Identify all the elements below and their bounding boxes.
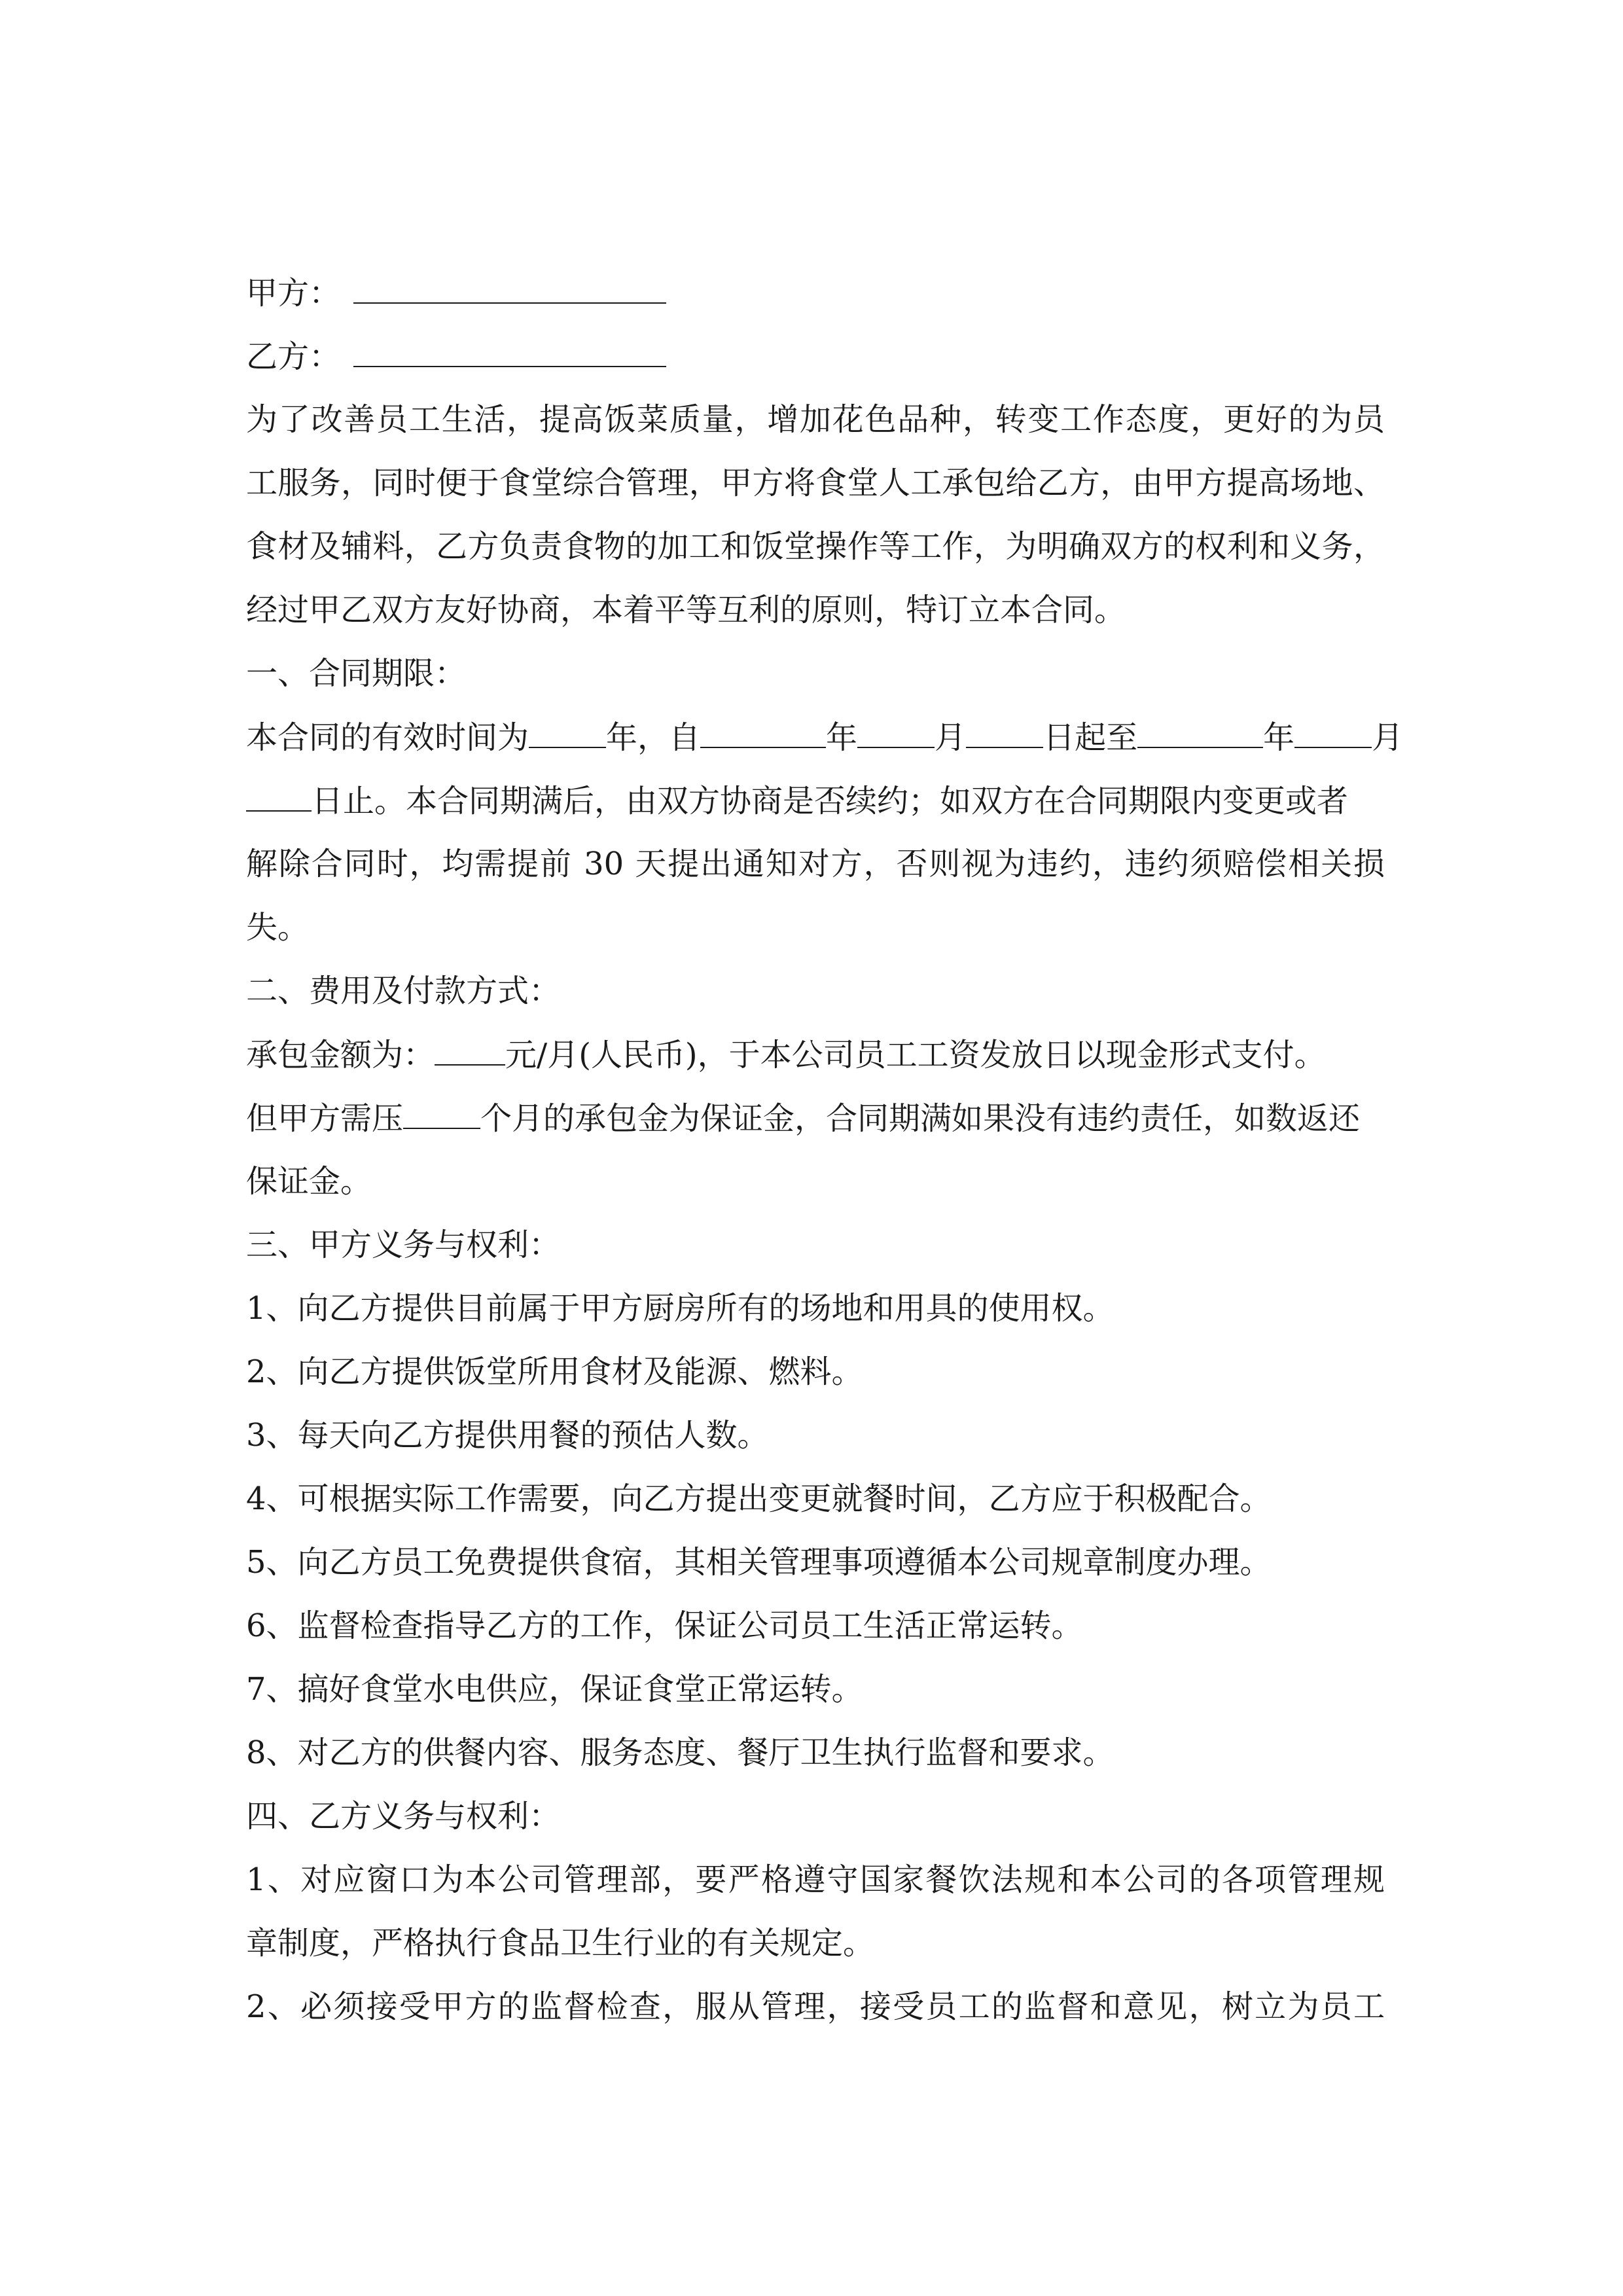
term-text: 年，自: [606, 719, 701, 756]
party-b-line: [246, 337, 1385, 375]
section4-item2-line1: 2、必须接受甲方的监督检查，服从管理，接受员工的监督和意见，树立为员工: [246, 1988, 1385, 2025]
section1-line-1: [246, 718, 1404, 756]
section3-item: 6、监督检查指导乙方的工作，保证公司员工生活正常运转。: [246, 1607, 1083, 1644]
start-day-blank: [966, 718, 1043, 748]
section1-heading: 一、合同期限：: [246, 655, 467, 692]
deposit-months-blank: [403, 1099, 480, 1129]
fee-text: 个月的承包金为保证金，合同期满如果没有违约责任，如数返还: [480, 1100, 1361, 1137]
section1-line-3: 解除合同时，均需提前 30 天提出通知对方，否则视为违约，违约须赔偿相关损: [246, 846, 1385, 882]
intro-line-4: 经过甲乙双方友好协商，本着平等互利的原则，特订立本合同。: [246, 592, 1126, 628]
term-text: 本合同的有效时间为: [246, 719, 529, 756]
section4-heading: 四、乙方义务与权利：: [246, 1798, 561, 1835]
section3-item: 3、每天向乙方提供用餐的预估人数。: [246, 1417, 769, 1454]
section3-item: 2、向乙方提供饭堂所用食材及能源、燃料。: [246, 1354, 863, 1390]
section3-item: 7、搞好食堂水电供应，保证食堂正常运转。: [246, 1671, 863, 1708]
term-text: 日起至: [1043, 719, 1138, 756]
party-a-label: 甲方：: [246, 275, 341, 312]
section2-line-1: [246, 1035, 1385, 1073]
intro-line-1: 为了改善员工生活，提高饭菜质量，增加花色品种，转变工作态度，更好的为员: [246, 401, 1385, 438]
fee-text: 承包金额为：: [246, 1037, 435, 1073]
party-b-label: 乙方：: [246, 338, 341, 375]
section1-line-2: [246, 781, 1385, 819]
term-text: 月: [1372, 719, 1404, 756]
start-month-blank: [857, 718, 935, 748]
party-b-blank: [353, 337, 666, 367]
section3-item: 4、可根据实际工作需要，向乙方提出变更就餐时间，乙方应于积极配合。: [246, 1480, 1272, 1517]
section2-heading: 二、费用及付款方式：: [246, 973, 561, 1009]
fee-text: 但甲方需压: [246, 1100, 404, 1137]
section3-item: 8、对乙方的供餐内容、服务态度、餐厅卫生执行监督和要求。: [246, 1734, 1115, 1771]
section4-item1-line2: 章制度，严格执行食品卫生行业的有关规定。: [246, 1925, 875, 1962]
end-day-blank: [246, 781, 312, 812]
end-year-blank: [1137, 718, 1263, 748]
section1-line-4: 失。: [246, 909, 310, 946]
intro-line-3: 食材及辅料，乙方负责食物的加工和饭堂操作等工作，为明确双方的权利和义务，: [246, 528, 1385, 565]
term-text: 年: [1263, 719, 1295, 756]
party-a-blank: [353, 274, 666, 304]
party-a-line: [246, 274, 1385, 312]
intro-line-2: 工服务，同时便于食堂综合管理，甲方将食堂人工承包给乙方，由甲方提高场地、: [246, 465, 1385, 501]
start-year-blank: [700, 718, 826, 748]
term-text: 年: [826, 719, 858, 756]
term-text: 月: [935, 719, 967, 756]
end-month-blank: [1294, 718, 1372, 748]
section3-heading: 三、甲方义务与权利：: [246, 1227, 561, 1263]
years-blank: [529, 718, 606, 748]
section4-item1-line1: 1、对应窗口为本公司管理部，要严格遵守国家餐饮法规和本公司的各项管理规: [246, 1861, 1385, 1898]
fee-text: 元/月(人民币)，于本公司员工工资发放日以现金形式支付。: [505, 1037, 1326, 1073]
amount-blank: [435, 1035, 505, 1066]
section3-item: 5、向乙方员工免费提供食宿，其相关管理事项遵循本公司规章制度办理。: [246, 1544, 1272, 1581]
section2-line-2: [246, 1099, 1385, 1137]
section2-line-3: 保证金。: [246, 1163, 372, 1200]
term-text: 日止。本合同期满后，由双方协商是否续约；如双方在合同期限内变更或者: [312, 783, 1349, 819]
section3-item: 1、向乙方提供目前属于甲方厨房所有的场地和用具的使用权。: [246, 1290, 1115, 1327]
